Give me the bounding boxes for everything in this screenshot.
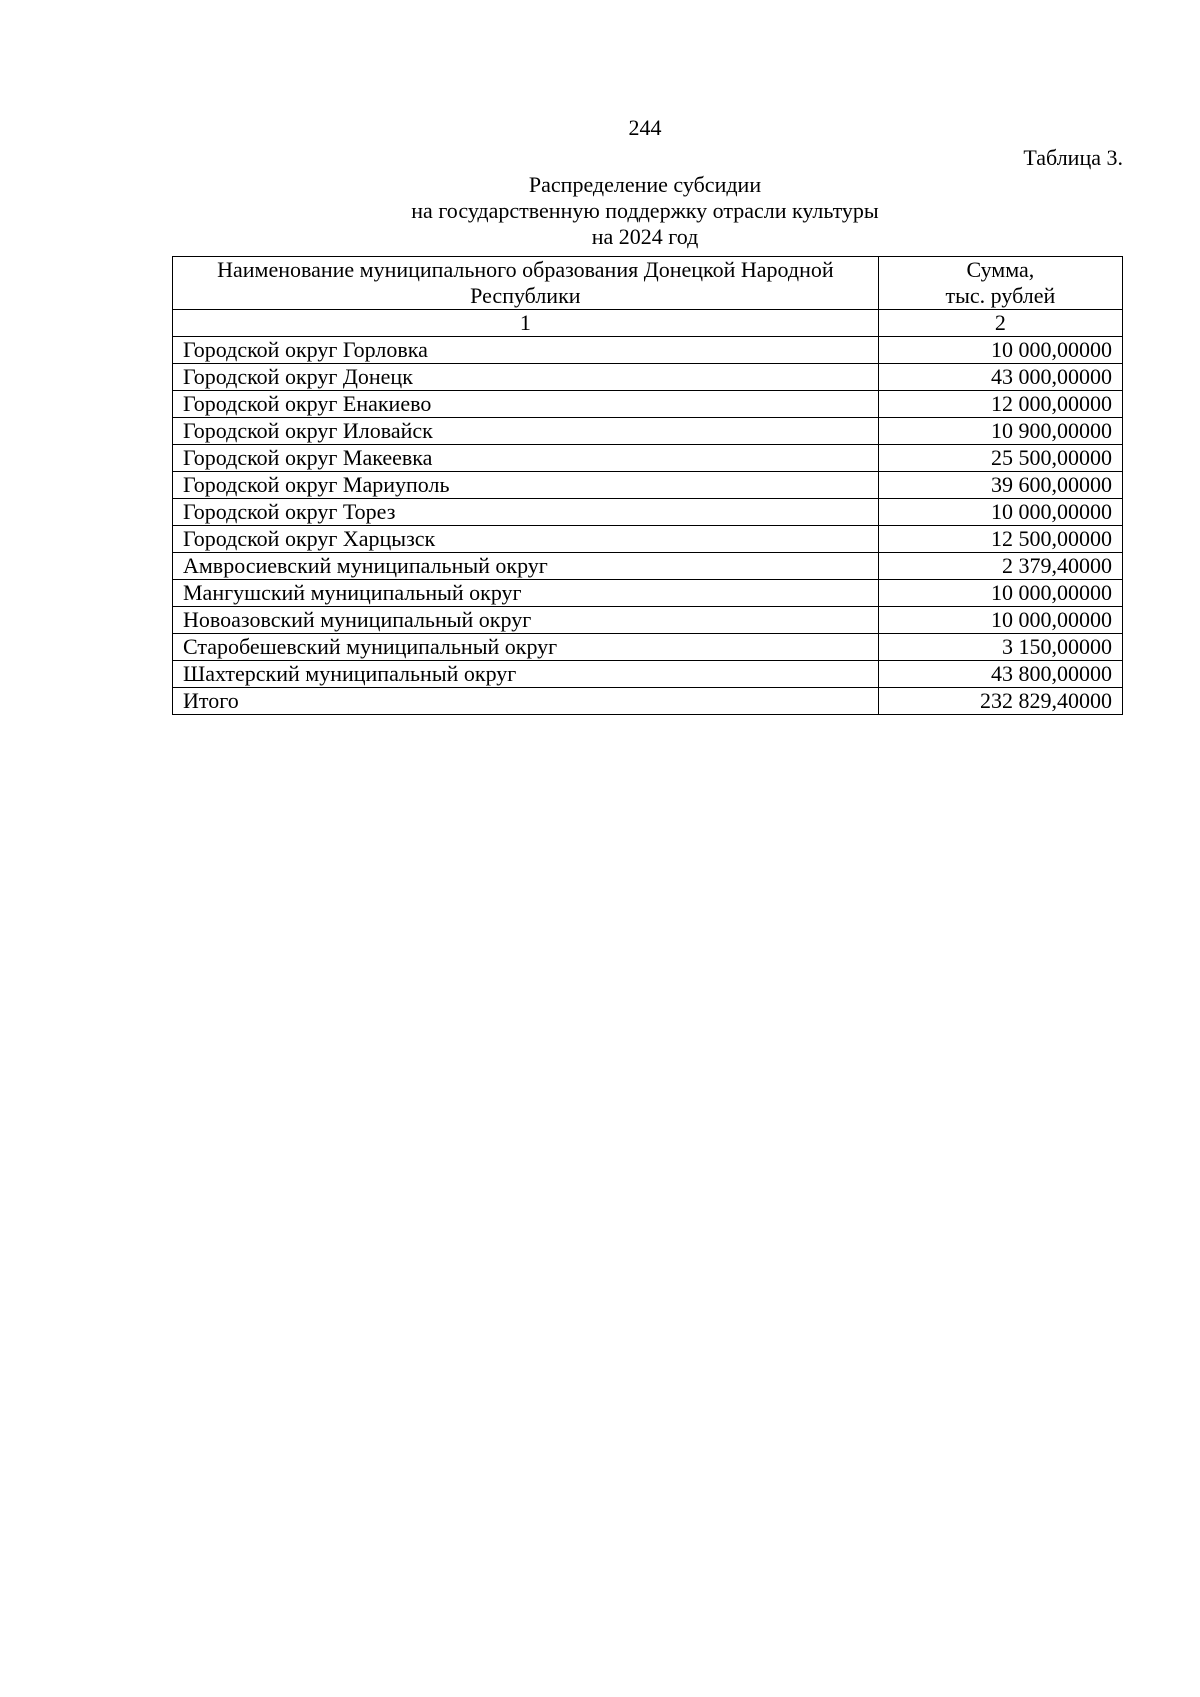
- table-row: [173, 580, 1123, 607]
- row-name: Городской округ Горловка: [173, 337, 879, 364]
- table-row: [173, 472, 1123, 499]
- row-sum: 10 000,00000: [878, 337, 1122, 364]
- row-name: Амвросиевский муниципальный округ: [173, 553, 879, 580]
- row-sum: 2 379,40000: [878, 553, 1122, 580]
- row-sum: 39 600,00000: [878, 472, 1122, 499]
- header-sum-line: тыс. рублей: [945, 283, 1056, 308]
- table-row: [173, 499, 1123, 526]
- table-body: [173, 337, 1123, 688]
- row-name: Городской округ Торез: [173, 499, 879, 526]
- row-name: Городской округ Макеевка: [173, 445, 879, 472]
- row-name: Городской округ Енакиево: [173, 391, 879, 418]
- row-sum: 25 500,00000: [878, 445, 1122, 472]
- table-row: [173, 661, 1123, 688]
- row-name: Городской округ Харцызск: [173, 526, 879, 553]
- column-number: 2: [878, 310, 1122, 337]
- table-label: Таблица 3.: [1023, 145, 1123, 170]
- page-number: 244: [628, 115, 662, 140]
- header-sum-line: Сумма,: [966, 257, 1035, 282]
- row-name: Шахтерский муниципальный округ: [173, 661, 879, 688]
- row-sum: 12 000,00000: [878, 391, 1122, 418]
- total-label: Итого: [173, 688, 879, 715]
- table-row: [173, 607, 1123, 634]
- total-row: [173, 688, 1123, 715]
- row-sum: 10 000,00000: [878, 499, 1122, 526]
- row-sum: 10 000,00000: [878, 607, 1122, 634]
- row-sum: 10 000,00000: [878, 580, 1122, 607]
- row-sum: 43 800,00000: [878, 661, 1122, 688]
- table-row: [173, 364, 1123, 391]
- header-sum: [878, 257, 1122, 310]
- row-name: Городской округ Донецк: [173, 364, 879, 391]
- row-name: Мангушский муниципальный округ: [173, 580, 879, 607]
- table-row: [173, 553, 1123, 580]
- title-line: на 2024 год: [591, 224, 699, 249]
- table-row: [173, 418, 1123, 445]
- row-sum: 10 900,00000: [878, 418, 1122, 445]
- total-sum: 232 829,40000: [878, 688, 1122, 715]
- title-line: Распределение субсидии: [528, 172, 762, 197]
- row-name: Старобешевский муниципальный округ: [173, 634, 879, 661]
- row-sum: 12 500,00000: [878, 526, 1122, 553]
- column-number-row: [173, 310, 1123, 337]
- table-row: [173, 391, 1123, 418]
- table-row: [173, 445, 1123, 472]
- header-name: Наименование муниципального образования Донецкой Народной Республики: [173, 257, 879, 310]
- row-sum: 3 150,00000: [878, 634, 1122, 661]
- row-name: Городской округ Мариуполь: [173, 472, 879, 499]
- table-row: [173, 526, 1123, 553]
- row-name: Новоазовский муниципальный округ: [173, 607, 879, 634]
- subsidy-table: [172, 256, 1123, 715]
- row-name: Городской округ Иловайск: [173, 418, 879, 445]
- row-sum: 43 000,00000: [878, 364, 1122, 391]
- table-row: [173, 337, 1123, 364]
- column-number: 1: [173, 310, 879, 337]
- table-title: [0, 172, 1200, 250]
- table-header-row: [173, 257, 1123, 310]
- title-line: на государственную поддержку отрасли культуры: [411, 198, 879, 223]
- table-row: [173, 634, 1123, 661]
